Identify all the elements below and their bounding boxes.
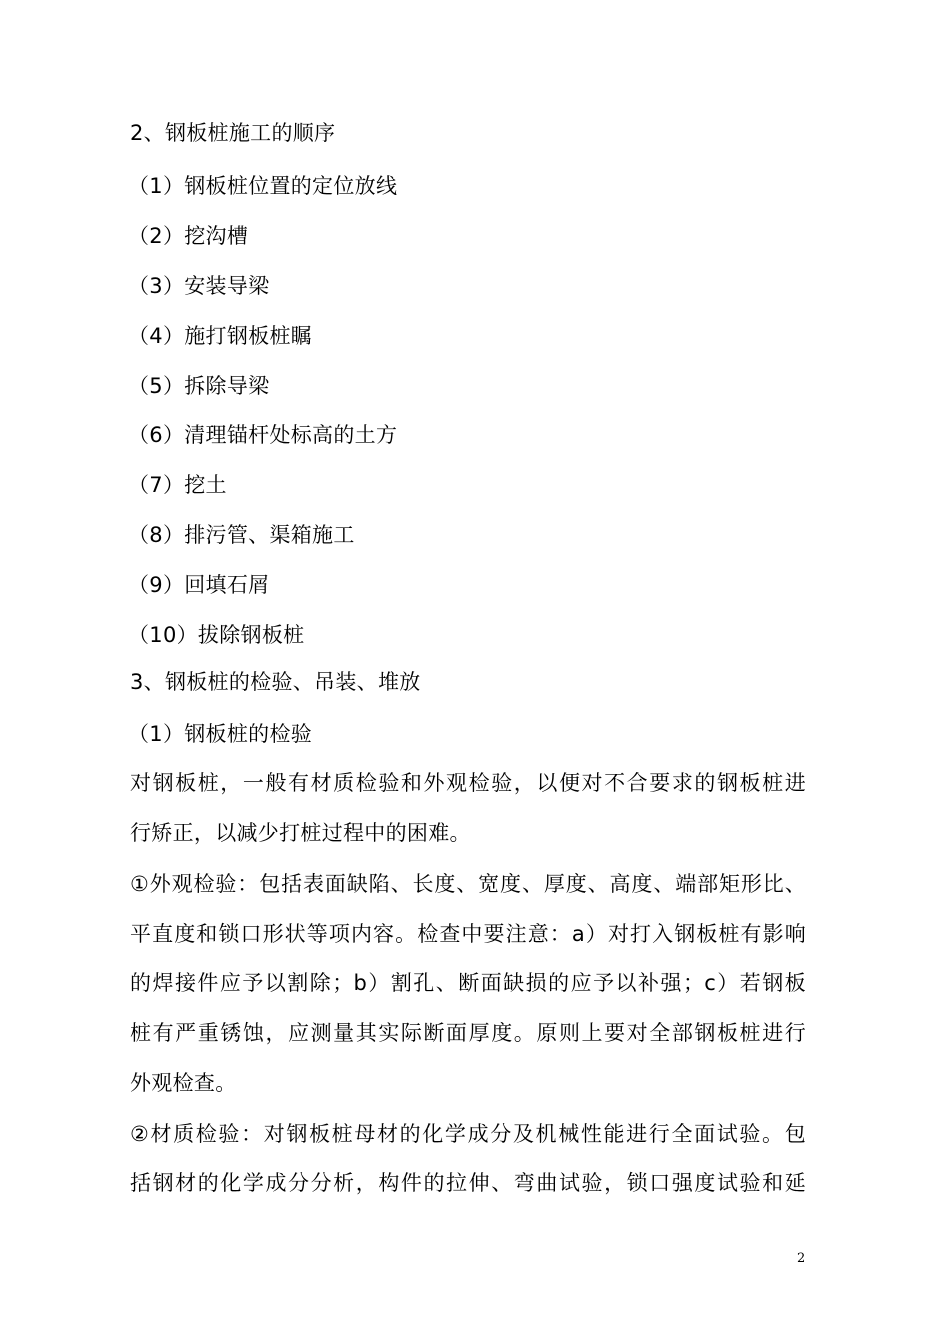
step-item-6: （6）清理锚杆处标高的土方 bbox=[128, 423, 398, 447]
appearance-inspection-line: 平直度和锁口形状等项内容。检查中要注意：a）对打入钢板桩有影响 bbox=[130, 922, 806, 946]
step-item-4: （4）施打钢板桩瞩 bbox=[128, 324, 313, 348]
intro-paragraph-line: 对钢板桩，一般有材质检验和外观检验，以便对不合要求的钢板桩进 bbox=[130, 771, 806, 795]
step-item-5: （5）拆除导梁 bbox=[128, 374, 270, 398]
appearance-inspection-line: ①外观检验：包括表面缺陷、长度、宽度、厚度、高度、端部矩形比、 bbox=[130, 872, 806, 896]
step-item-8: （8）排污管、渠箱施工 bbox=[128, 523, 355, 547]
step-item-3: （3）安装导梁 bbox=[128, 274, 270, 298]
material-inspection-line: ②材质检验：对钢板桩母材的化学成分及机械性能进行全面试验。包 bbox=[130, 1122, 806, 1146]
section-3-heading: 3、钢板桩的检验、吊装、堆放 bbox=[130, 670, 421, 694]
step-item-10: （10）拔除钢板桩 bbox=[128, 623, 305, 647]
section-2-heading: 2、钢板桩施工的顺序 bbox=[130, 121, 336, 145]
step-item-1: （1）钢板桩位置的定位放线 bbox=[128, 174, 398, 198]
intro-paragraph-line: 行矫正，以减少打桩过程中的困难。 bbox=[130, 821, 471, 845]
appearance-inspection-line: 外观检查。 bbox=[130, 1071, 237, 1095]
material-inspection-line: 括钢材的化学成分分析，构件的拉伸、弯曲试验，锁口强度试验和延 bbox=[130, 1171, 806, 1195]
step-item-7: （7）挖土 bbox=[128, 473, 227, 497]
appearance-inspection-line: 的焊接件应予以割除；b）割孔、断面缺损的应予以补强；c）若钢板 bbox=[130, 971, 806, 995]
step-item-2: （2）挖沟槽 bbox=[128, 224, 249, 248]
step-item-9: （9）回填石屑 bbox=[128, 573, 270, 597]
appearance-inspection-line: 桩有严重锈蚀，应测量其实际断面厚度。原则上要对全部钢板桩进行 bbox=[130, 1021, 806, 1045]
section-3-subheading: （1）钢板桩的检验 bbox=[128, 722, 313, 746]
page-number: 2 bbox=[797, 1251, 806, 1266]
